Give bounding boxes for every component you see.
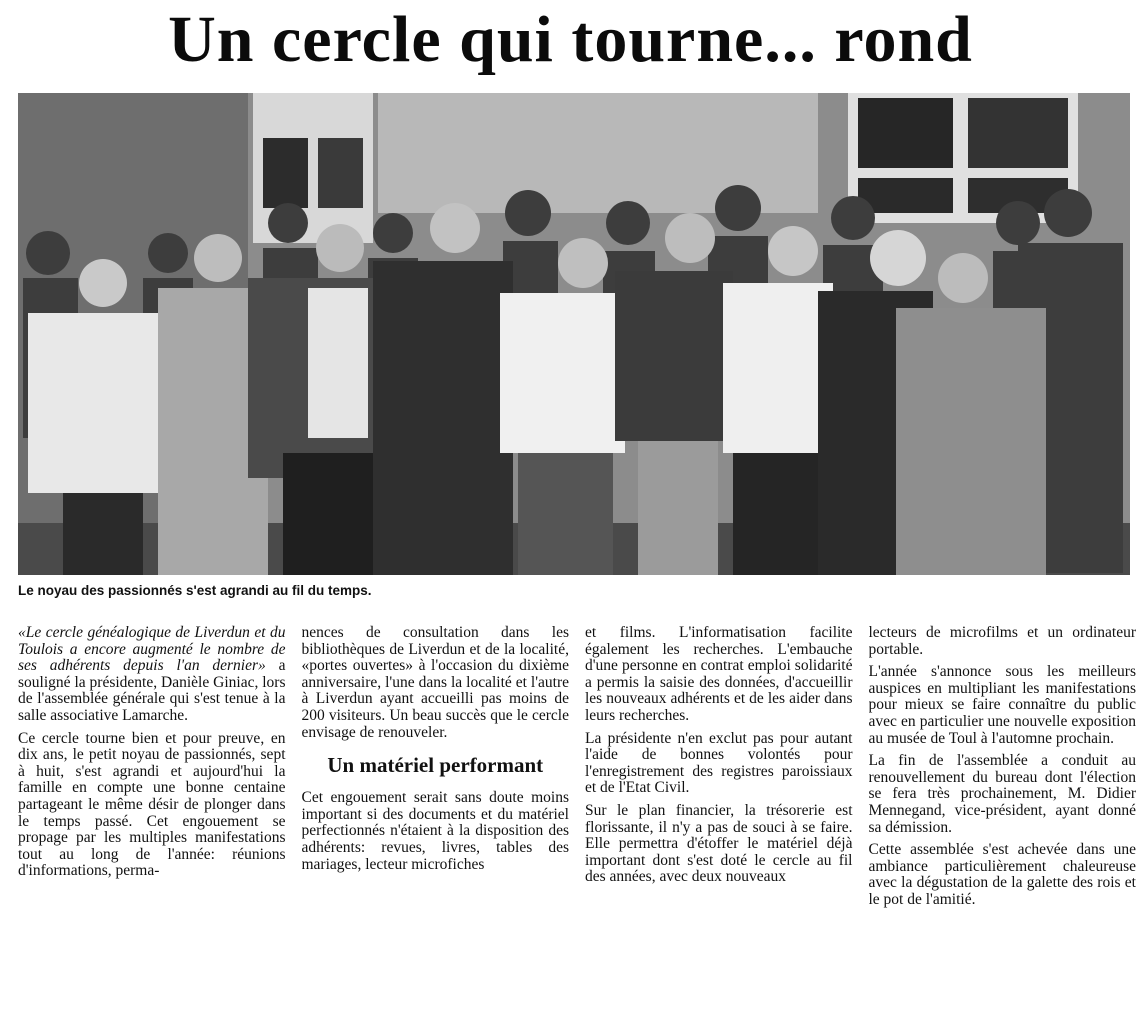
- paragraph: lecteurs de microfilms et un ordinateur portable.: [868, 625, 1136, 658]
- paragraph: nences de consultation dans les bibliothèques de Liverdun et de la localité, «portes ouvertes» à l'occasion du dixième anniversaire, l'une dans la localité et l'autre à Liverdun ayant accueilli pas moins de 200 visiteurs. Un beau succès que le cercle envisage de renouveler.: [301, 625, 569, 741]
- article-column-3: [585, 625, 853, 1024]
- intro-tail: a souligné la présidente, Danièle Giniac, lors de l'assemblée générale qui s'est tenue à la salle associative Lamarche.: [18, 657, 286, 724]
- paragraph: et films. L'informatisation facilite également les recherches. L'embauche d'une personne en contrat emploi solidarité a permis la saisie des données, d'accueillir les nouveaux adhérents et de les aider dans leurs recherches.: [585, 625, 853, 724]
- photo-caption: Le noyau des passionnés s'est agrandi au fil du temps.: [18, 583, 372, 598]
- article-body: [18, 625, 1136, 1024]
- paragraph: Cet engouement serait sans doute moins important si des documents et du matériel perfectionnés n'étaient à la disposition des adhérents: revues, livres, tables des mariages, lecteur microfiches: [301, 789, 569, 873]
- paragraph: Cette assemblée s'est achevée dans une ambiance particulièrement chaleureuse avec la dégustation de la galette des rois et le pot de l'amitié.: [868, 841, 1136, 908]
- article-column-4: [869, 625, 1137, 1024]
- subheading: Un matériel performant: [327, 753, 544, 778]
- article-column-1: [18, 625, 286, 1024]
- intro-quote: «Le cercle généalogique de Liverdun et du Toulois a encore augmenté le nombre de ses adhérents depuis l'an dernier»: [18, 625, 286, 675]
- paragraph: Sur le plan financier, la trésorerie est florissante, il n'y a pas de souci à se faire. Elle permettra d'étoffer le matériel déjà important dont s'est doté le cercle au fil des années, avec deux nouveaux: [585, 801, 853, 886]
- paragraph: La présidente n'en exclut pas pour autant l'aide de bonnes volontés pour l'enregistrement des registres paroissiaux et de l'Etat Civil.: [585, 729, 853, 797]
- paragraph: L'année s'annonce sous les meilleurs auspices en multipliant les manifestations pour mieux se faire connaître du public avec en particulier une nouvelle exposition au musée de Toul à l'automne prochain.: [868, 663, 1136, 747]
- headline: Un cercle qui tourne... rond: [168, 3, 973, 76]
- article-column-2: [302, 625, 570, 1024]
- paragraph: Ce cercle tourne bien et pour preuve, en dix ans, le petit noyau de passionnés, sept à huit, s'est agrandi et aujourd'hui la famille en compte une bonne centaine partageant le même désir de plonger dans le temps passé. Cet engouement se propage par les multiples manifestations tout au long de l'année: réunions d'informations, perma-: [18, 729, 286, 880]
- paragraph: La fin de l'assemblée a conduit au renouvellement du bureau dont l'élection se fera très prochainement, M. Didier Mennegand, vice-président, ayant donné sa démission.: [868, 752, 1136, 836]
- group-photo-icon: [18, 93, 1130, 575]
- group-photo: [18, 93, 1130, 575]
- intro-paragraph: [18, 625, 286, 725]
